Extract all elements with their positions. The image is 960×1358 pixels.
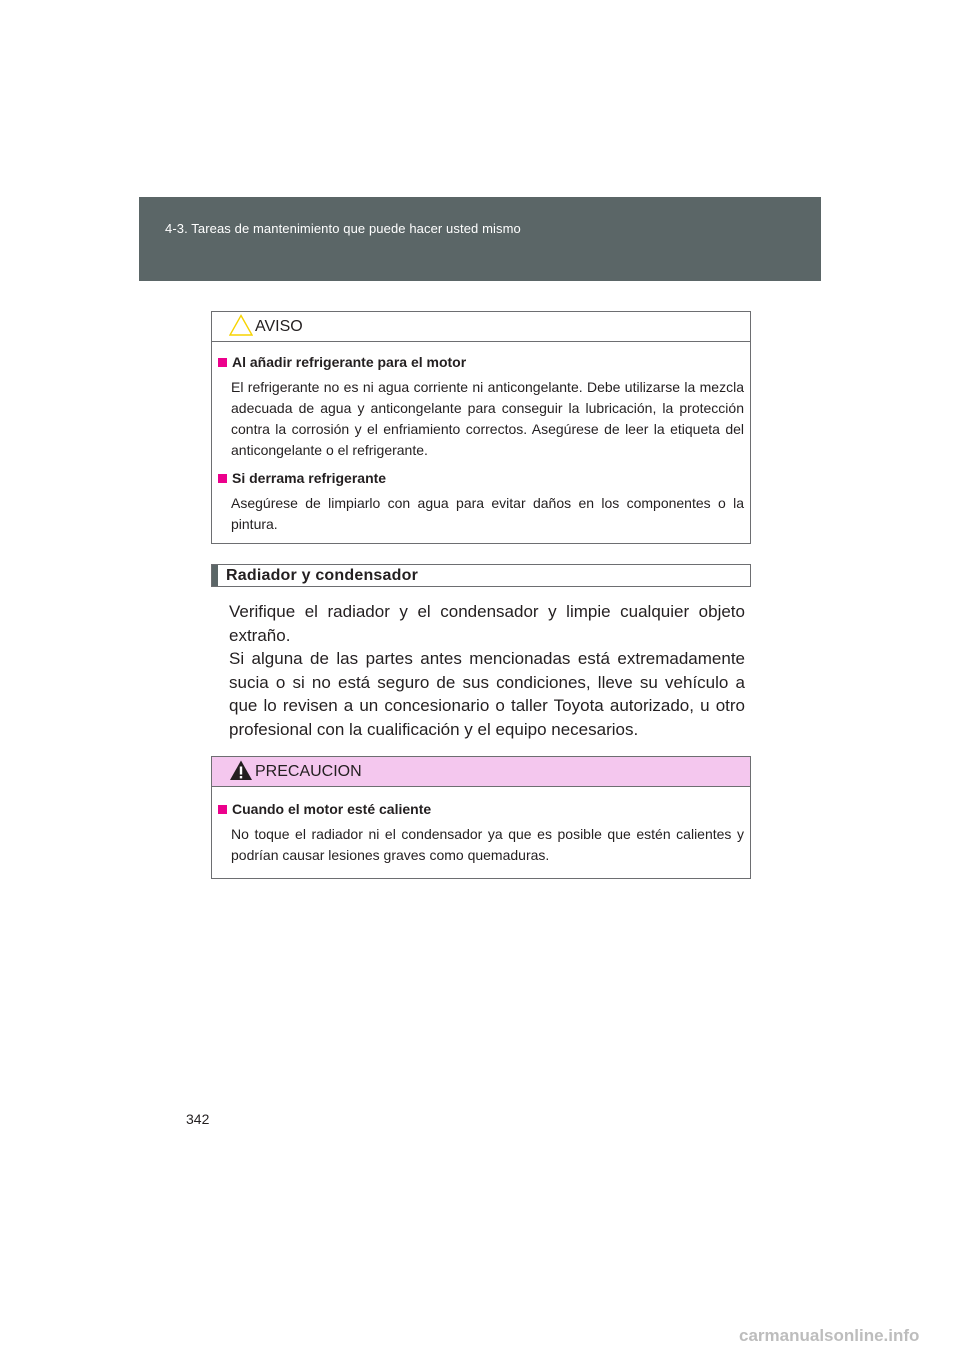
caution-box-header (212, 757, 750, 787)
notice-box-body (212, 342, 750, 557)
page-number: 342 (186, 1111, 210, 1127)
notice-item-heading: Si derrama refrigerante (218, 469, 744, 487)
notice-item-body: El refrigerante no es ni agua corriente ni anticongelante. Debe utilizarse la mezcla adecuada de agua y anticongelante para conseguir la lubricación, la protección contra la corrosión y el enfriamiento correctos. Asegúrese de leer la etiqueta del anticongelante o el refrigerante. (231, 379, 744, 458)
caution-box (211, 756, 751, 879)
caution-box-body (212, 787, 750, 888)
section-title: Radiador y condensador (226, 567, 418, 584)
bullet-square-icon (218, 474, 227, 483)
caution-warning-icon (229, 759, 253, 781)
caution-box-title: PRECAUCION (255, 763, 362, 780)
section-title-accent (212, 565, 218, 586)
notice-box-title: AVISO (255, 318, 303, 335)
notice-box (211, 311, 751, 544)
notice-item-body: Asegúrese de limpiarlo con agua para evitar daños en los componentes o la pintura. (231, 495, 744, 532)
notice-box-header (212, 312, 750, 342)
watermark: carmanualsonline.info (739, 1326, 920, 1345)
caution-item-heading: Cuando el motor esté caliente (218, 800, 744, 818)
notice-item-heading: Al añadir refrigerante para el motor (218, 353, 744, 371)
section-paragraph: Si alguna de las partes antes mencionadas está extremadamente sucia o si no está seguro de sus condiciones, lleve su vehículo a que lo revisen a un concesionario o taller Toyota autorizado, u otro profesional con la cualificación y el equipo necesarios. (229, 649, 745, 739)
bullet-square-icon (218, 358, 227, 367)
section-paragraph: Verifique el radiador y el condensador y limpie cualquier objeto extraño. (229, 602, 745, 645)
caution-item-body: No toque el radiador ni el condensador ya que es posible que estén calientes y podrían causar lesiones graves como quemaduras. (231, 826, 744, 863)
bullet-square-icon (218, 805, 227, 814)
section-body (229, 600, 745, 741)
section-title-bar (211, 564, 751, 587)
chapter-header-band (139, 197, 821, 281)
notice-warning-icon (229, 314, 253, 336)
chapter-header-title: 4-3. Tareas de mantenimiento que puede hacer usted mismo (165, 221, 521, 236)
